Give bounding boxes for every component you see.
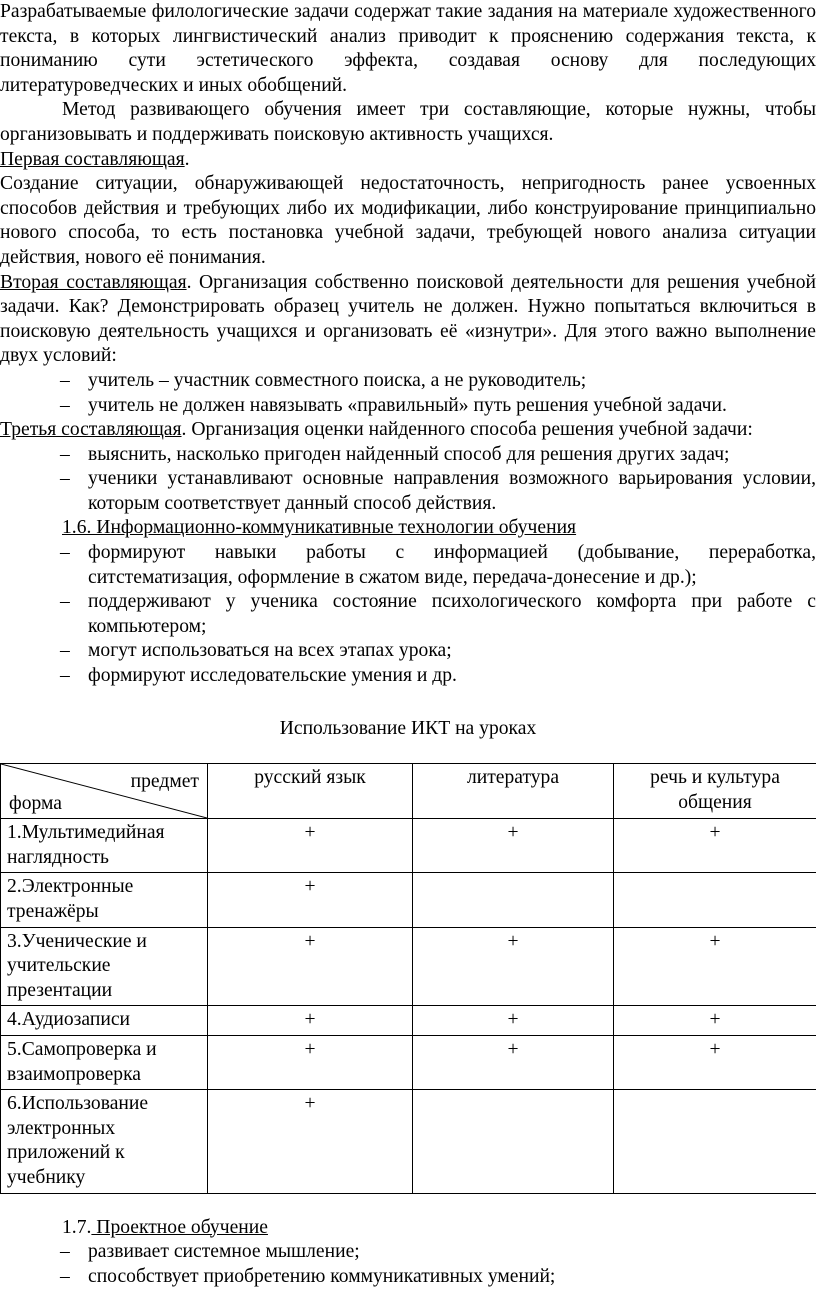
- paragraph-method: Метод развивающего обучения имеет три составляющие, которые нужны, чтобы организовывать и поддерживать поисковую активность учащихся.: [0, 98, 816, 147]
- corner-form-label: форма: [9, 792, 62, 817]
- table-cell: [614, 873, 816, 927]
- table-header-row: [1, 764, 816, 819]
- table-cell: +: [614, 1006, 816, 1036]
- table-cell: +: [413, 819, 614, 873]
- list-item: – поддерживают у ученика состояние психологического комфорта при работе с компьютером;: [88, 590, 816, 639]
- table-row: [1, 873, 816, 927]
- column-header: речь и культура общения: [614, 764, 816, 819]
- section-1-7-heading: [0, 1216, 816, 1241]
- list-item: – формируют исследовательские умения и др.: [88, 664, 816, 689]
- row-label: 2.Электронные тренажёры: [1, 873, 208, 927]
- list-item: – развивает системное мышление;: [88, 1240, 816, 1265]
- table-row: [1, 1006, 816, 1036]
- section-1-6-heading: 1.6. Информационно-коммуникативные технологии обучения: [0, 516, 816, 541]
- list-item: – формируют навыки работы с информацией (добывание, переработка, ситстематизация, оформление в сжатом виде, передача-донесение и др.);: [88, 541, 816, 590]
- row-label: 5.Самопроверка и взаимопроверка: [1, 1035, 208, 1089]
- table-cell: +: [614, 927, 816, 1006]
- table-cell: [413, 873, 614, 927]
- column-header: русский язык: [208, 764, 413, 819]
- table-corner-cell: [1, 764, 208, 819]
- list-item: – способствует приобретению коммуникативных умений;: [88, 1265, 816, 1289]
- section-1-7-number: 1.7.: [62, 1217, 91, 1238]
- table-cell: +: [208, 1006, 413, 1036]
- first-component-heading: [0, 148, 816, 173]
- table-row: [1, 1035, 816, 1089]
- table-cell: +: [208, 1090, 413, 1193]
- first-component-label: Первая составляющая: [0, 149, 185, 170]
- table-row: [1, 927, 816, 1006]
- row-label: 3.Ученические и учительские презентации: [1, 927, 208, 1006]
- row-label: 1.Мультимедийная наглядность: [1, 819, 208, 873]
- table-cell: +: [208, 819, 413, 873]
- column-header: литература: [413, 764, 614, 819]
- section-1-7-title: Проектное обучение: [91, 1217, 268, 1238]
- second-component: [0, 271, 816, 369]
- first-component-text: Создание ситуации, обнаруживающей недостаточность, непригодность ранее усвоенных способов действия и требующих либо их модификации, либо конструирование принципиально нового способа, то есть постановка учебной задачи, требующей нового анализа ситуации действия, нового её понимания.: [0, 172, 816, 270]
- table-cell: +: [614, 819, 816, 873]
- table-cell: +: [208, 927, 413, 1006]
- second-component-text: . Организация собственно поисковой деятельности для решения учебной задачи. Как? Демонстрировать образец учитель не должен. Нужно попытаться включиться в поисковую деятельность учащихся и организовать её «изнутри». Для этого важно выполнение двух условий:: [0, 272, 816, 367]
- third-component-list: [0, 443, 816, 517]
- row-label: 6.Использование электронных приложений к учебнику: [1, 1090, 208, 1193]
- table-cell: +: [413, 1006, 614, 1036]
- table-cell: +: [614, 1035, 816, 1089]
- second-component-label: Вторая составляющая: [0, 272, 187, 293]
- paragraph-intro: Разрабатываемые филологические задачи содержат такие задания на материале художественного текста, в которых лингвистический анализ приводит к прояснению содержания текста, к пониманию сути эстетического эффекта, создавая основу для последующих литературоведческих и иных обобщений.: [0, 0, 816, 98]
- row-label: 4.Аудиозаписи: [1, 1006, 208, 1036]
- list-item: – выяснить, насколько пригоден найденный способ для решения других задач;: [88, 443, 816, 468]
- table-cell: +: [413, 1035, 614, 1089]
- table-cell: +: [208, 873, 413, 927]
- first-component-suffix: .: [185, 149, 190, 170]
- table-cell: +: [413, 927, 614, 1006]
- table-cell: [614, 1090, 816, 1193]
- table-cell: [413, 1090, 614, 1193]
- list-item: – учитель – участник совместного поиска, а не руководитель;: [88, 369, 816, 394]
- third-component: [0, 418, 816, 443]
- third-component-label: Третья составляющая: [0, 419, 182, 440]
- list-item: – ученики устанавливают основные направления возможного варьирования условии, которым соответствует данный способ действия.: [88, 467, 816, 516]
- table-row: [1, 819, 816, 873]
- list-item: – учитель не должен навязывать «правильный» путь решения учебной задачи.: [88, 394, 816, 419]
- table-caption: Использование ИКТ на уроках: [0, 717, 816, 742]
- table-row: [1, 1090, 816, 1193]
- third-component-text: . Организация оценки найденного способа решения учебной задачи:: [182, 419, 753, 440]
- second-component-list: [0, 369, 816, 418]
- section-1-7-list: [0, 1240, 816, 1289]
- section-1-6-list: [0, 541, 816, 689]
- ikt-table: [0, 763, 816, 1193]
- corner-subject-label: предмет: [131, 770, 199, 795]
- table-cell: +: [208, 1035, 413, 1089]
- list-item: – могут использоваться на всех этапах урока;: [88, 639, 816, 664]
